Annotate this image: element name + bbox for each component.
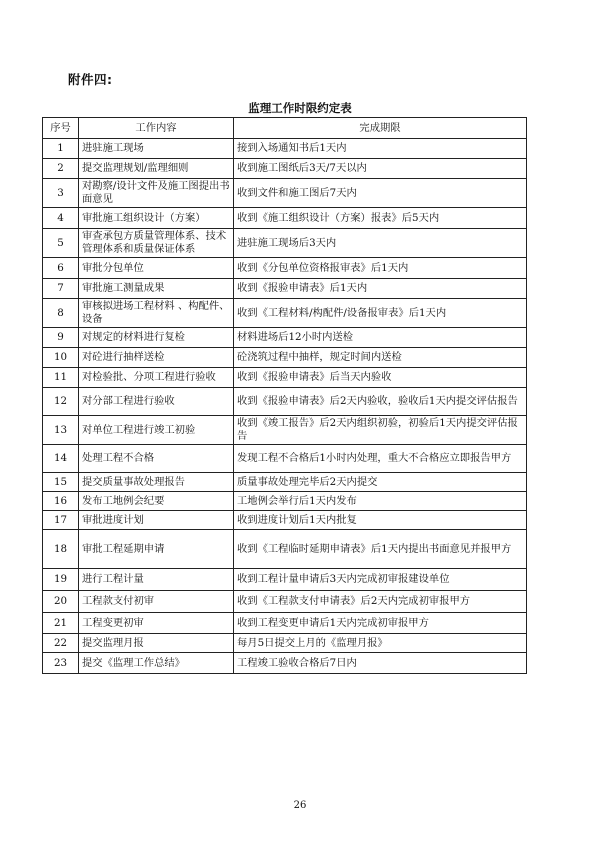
cell-num: 18 bbox=[43, 530, 79, 569]
cell-content: 审核拟进场工程材料 、构配件、设备 bbox=[79, 299, 234, 328]
cell-deadline: 收到文件和施工图后7天内 bbox=[234, 179, 527, 208]
cell-deadline: 砼浇筑过程中抽样，规定时间内送检 bbox=[234, 348, 527, 368]
cell-content: 对单位工程进行竣工初验 bbox=[79, 416, 234, 445]
cell-content: 对检验批、分项工程进行验收 bbox=[79, 368, 234, 388]
page-number: 26 bbox=[293, 800, 307, 811]
cell-content: 审批进度计划 bbox=[79, 511, 234, 530]
cell-deadline: 收到工程计量申请后3天内完成初审报建设单位 bbox=[234, 569, 527, 591]
cell-deadline: 收到《报验申请表》后2天内验收，验收后1天内提交评估报告 bbox=[234, 388, 527, 416]
cell-num: 10 bbox=[43, 348, 79, 368]
cell-deadline: 材料进场后12小时内送检 bbox=[234, 328, 527, 348]
cell-num: 21 bbox=[43, 613, 79, 634]
cell-deadline: 工地例会举行后1天内发布 bbox=[234, 492, 527, 511]
table-row bbox=[43, 179, 527, 208]
cell-deadline: 收到《报验申请表》后1天内 bbox=[234, 279, 527, 299]
cell-deadline: 工程竣工验收合格后7日内 bbox=[234, 653, 527, 674]
table-title: 监理工作时限约定表 bbox=[248, 101, 352, 115]
cell-deadline: 收到《报验申请表》后当天内验收 bbox=[234, 368, 527, 388]
cell-content: 审批工程延期申请 bbox=[79, 530, 234, 569]
cell-num: 19 bbox=[43, 569, 79, 591]
cell-num: 20 bbox=[43, 591, 79, 613]
cell-num: 22 bbox=[43, 634, 79, 653]
cell-num: 17 bbox=[43, 511, 79, 530]
column-header-deadline: 完成期限 bbox=[234, 118, 527, 139]
cell-num: 9 bbox=[43, 328, 79, 348]
cell-content: 进驻施工现场 bbox=[79, 139, 234, 159]
cell-num: 2 bbox=[43, 159, 79, 179]
cell-num: 11 bbox=[43, 368, 79, 388]
cell-deadline: 进驻施工现场后3天内 bbox=[234, 229, 527, 258]
cell-deadline: 收到施工图纸后3天/7天以内 bbox=[234, 159, 527, 179]
table-body bbox=[43, 139, 527, 674]
cell-num: 1 bbox=[43, 139, 79, 159]
cell-num: 6 bbox=[43, 258, 79, 279]
annex-label: 附件四: bbox=[68, 72, 113, 87]
table-row bbox=[43, 139, 527, 159]
table-row bbox=[43, 229, 527, 258]
cell-num: 8 bbox=[43, 299, 79, 328]
cell-num: 15 bbox=[43, 473, 79, 492]
cell-deadline: 收到《工程材料/构配件/设备报审表》后1天内 bbox=[234, 299, 527, 328]
cell-content: 处理工程不合格 bbox=[79, 445, 234, 473]
cell-content: 工程变更初审 bbox=[79, 613, 234, 634]
cell-deadline: 收到《竣工报告》后2天内组织初验，初验后1天内提交评估报告 bbox=[234, 416, 527, 445]
table-row bbox=[43, 653, 527, 674]
cell-content: 提交质量事故处理报告 bbox=[79, 473, 234, 492]
cell-content: 提交监理规划/监理细则 bbox=[79, 159, 234, 179]
cell-deadline: 收到工程变更申请后1天内完成初审报甲方 bbox=[234, 613, 527, 634]
cell-deadline: 收到《分包单位资格报审表》后1天内 bbox=[234, 258, 527, 279]
table-row bbox=[43, 530, 527, 569]
cell-num: 7 bbox=[43, 279, 79, 299]
table-row bbox=[43, 511, 527, 530]
cell-num: 16 bbox=[43, 492, 79, 511]
cell-content: 对分部工程进行验收 bbox=[79, 388, 234, 416]
cell-deadline: 收到《工程临时延期申请表》后1天内提出书面意见并报甲方 bbox=[234, 530, 527, 569]
cell-content: 提交监理月报 bbox=[79, 634, 234, 653]
cell-content: 提交《监理工作总结》 bbox=[79, 653, 234, 674]
table-row bbox=[43, 473, 527, 492]
cell-content: 对规定的材料进行复检 bbox=[79, 328, 234, 348]
table-row bbox=[43, 258, 527, 279]
cell-content: 对勘察/设计文件及施工图提出书面意见 bbox=[79, 179, 234, 208]
table-row bbox=[43, 299, 527, 328]
cell-num: 4 bbox=[43, 208, 79, 229]
table-row bbox=[43, 328, 527, 348]
time-limit-table bbox=[42, 117, 527, 674]
table-header-row bbox=[43, 118, 527, 139]
table-row bbox=[43, 208, 527, 229]
table-row bbox=[43, 445, 527, 473]
cell-deadline: 质量事故处理完毕后2天内提交 bbox=[234, 473, 527, 492]
cell-content: 发布工地例会纪要 bbox=[79, 492, 234, 511]
cell-num: 23 bbox=[43, 653, 79, 674]
cell-deadline: 每月5日提交上月的《监理月报》 bbox=[234, 634, 527, 653]
table-row bbox=[43, 388, 527, 416]
cell-num: 13 bbox=[43, 416, 79, 445]
cell-content: 对砼进行抽样送检 bbox=[79, 348, 234, 368]
cell-num: 14 bbox=[43, 445, 79, 473]
table-row bbox=[43, 569, 527, 591]
table-row bbox=[43, 348, 527, 368]
column-header-content: 工作内容 bbox=[79, 118, 234, 139]
table-row bbox=[43, 416, 527, 445]
table-row bbox=[43, 159, 527, 179]
column-header-num: 序号 bbox=[43, 118, 79, 139]
cell-num: 12 bbox=[43, 388, 79, 416]
cell-deadline: 发现工程不合格后1小时内处理，重大不合格应立即报告甲方 bbox=[234, 445, 527, 473]
cell-content: 工程款支付初审 bbox=[79, 591, 234, 613]
table-row bbox=[43, 368, 527, 388]
cell-content: 审批分包单位 bbox=[79, 258, 234, 279]
cell-deadline: 接到入场通知书后1天内 bbox=[234, 139, 527, 159]
cell-deadline: 收到进度计划后1天内批复 bbox=[234, 511, 527, 530]
cell-content: 审批施工测量成果 bbox=[79, 279, 234, 299]
table-row bbox=[43, 279, 527, 299]
cell-deadline: 收到《施工组织设计（方案）报表》后5天内 bbox=[234, 208, 527, 229]
cell-num: 5 bbox=[43, 229, 79, 258]
table-row bbox=[43, 613, 527, 634]
table-row bbox=[43, 492, 527, 511]
table-row bbox=[43, 591, 527, 613]
cell-content: 审查承包方质量管理体系、技术管理体系和质量保证体系 bbox=[79, 229, 234, 258]
table-row bbox=[43, 634, 527, 653]
cell-deadline: 收到《工程款支付申请表》后2天内完成初审报甲方 bbox=[234, 591, 527, 613]
cell-content: 审批施工组织设计（方案） bbox=[79, 208, 234, 229]
cell-num: 3 bbox=[43, 179, 79, 208]
cell-content: 进行工程计量 bbox=[79, 569, 234, 591]
